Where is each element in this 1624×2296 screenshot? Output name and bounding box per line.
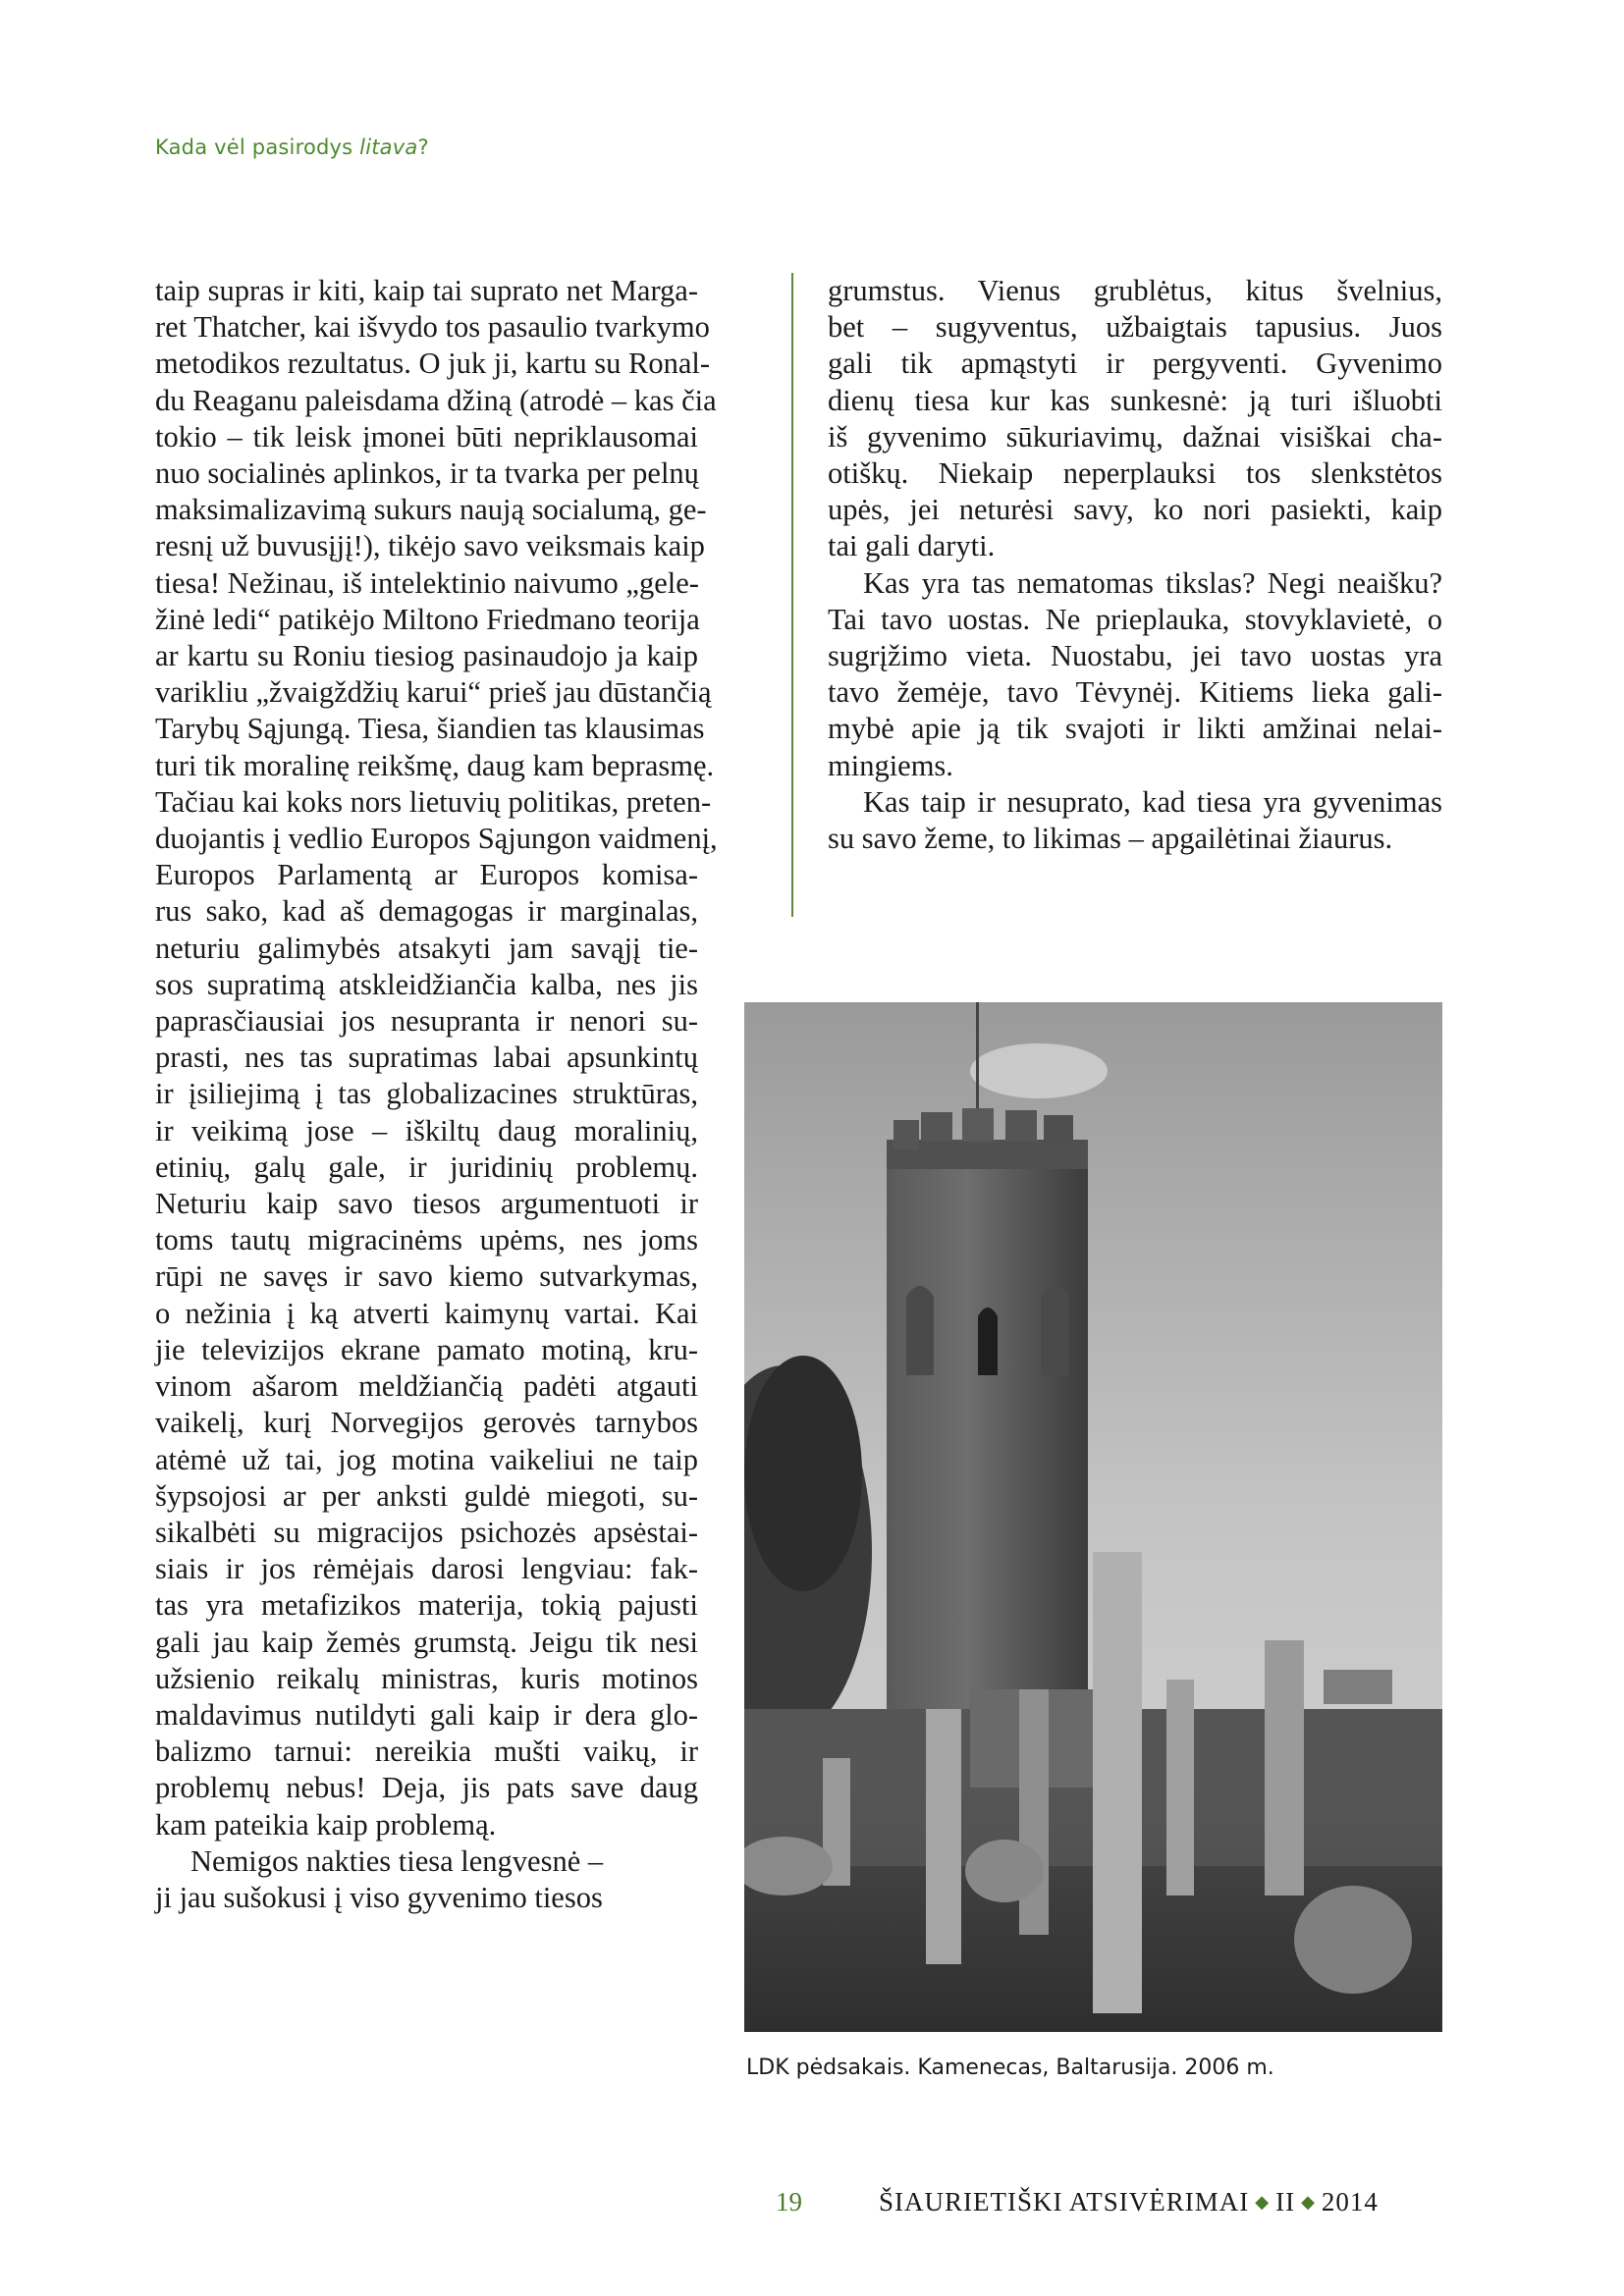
diamond-separator-icon: ◆ bbox=[1255, 2192, 1271, 2212]
text-line: kam pateikia kaip problemą. bbox=[155, 1807, 497, 1842]
text-line: vinom ašarom meldžiančią padėti atgauti bbox=[155, 1369, 698, 1404]
text-line: bet – sugyventus, užbaigtais tapusius. Juos bbox=[828, 310, 1442, 345]
text-line: maldavimus nutildyti gali kaip ir dera glo- bbox=[155, 1697, 698, 1732]
text-line: dienų tiesa kur kas sunkesnė: ją turi išluobti bbox=[828, 383, 1442, 417]
text-line: problemų nebus! Deja, jis pats save daug bbox=[155, 1771, 698, 1805]
text-line: vaikelį, kurį Norvegijos gerovės tarnybos bbox=[155, 1406, 698, 1440]
text-line: toms tautų migracinėms upėms, nes joms bbox=[155, 1223, 698, 1257]
text-line: metodikos rezultatus. O juk ji, kartu su Ronal- bbox=[155, 347, 711, 381]
text-line: tiesa! Nežinau, iš intelektinio naivumo „gele- bbox=[155, 565, 699, 600]
text-line: Neturiu kaip savo tiesos argumentuoti ir bbox=[155, 1187, 698, 1221]
text-line: mingiems. bbox=[828, 748, 953, 782]
text-line: mybė apie ją tik svajoti ir likti amžinai nelai- bbox=[828, 712, 1442, 746]
text-line: o nežinia į ką atverti kaimynų vartai. Kai bbox=[155, 1296, 698, 1330]
tower-photo-illustration bbox=[744, 1002, 1442, 2032]
right-column bbox=[828, 273, 1442, 857]
text-line: siais ir jos rėmėjais darosi lengviau: fak- bbox=[155, 1552, 698, 1586]
diamond-separator-icon: ◆ bbox=[1301, 2192, 1316, 2212]
running-head-italic: litava bbox=[359, 135, 418, 159]
text-line: sos supratimą atskleidžiančia kalba, nes jis bbox=[155, 967, 698, 1001]
text-line: otiškų. Niekaip neperplauksi tos slenkstėtos bbox=[828, 456, 1442, 491]
left-column bbox=[155, 273, 718, 1916]
text-line: paprasčiausiai jos nesupranta ir nenori su- bbox=[155, 1004, 698, 1039]
running-head-prefix: Kada vėl pasirodys bbox=[155, 135, 360, 159]
text-line: upės, jei neturėsi savy, ko nori pasiekti, kaip bbox=[828, 493, 1442, 527]
text-line: atėmė už tai, jog motina vaikeliui ne taip bbox=[155, 1442, 698, 1476]
journal-issue: II bbox=[1275, 2187, 1296, 2216]
text-line: tas yra metafizikos materija, tokią pajusti bbox=[155, 1588, 698, 1623]
text-line: rus sako, kad aš demagogas ir marginalas, bbox=[155, 894, 698, 929]
text-line: tavo žemėje, tavo Tėvynėj. Kitiems lieka gali- bbox=[828, 675, 1442, 710]
text-line: resnį už buvusįjį!), tikėjo savo veiksmais kaip bbox=[155, 529, 705, 563]
journal-name: ŠIAURIETIŠKI ATSIVĖRIMAI bbox=[879, 2187, 1250, 2216]
text-line: Kas taip ir nesuprato, kad tiesa yra gyvenimas bbox=[863, 784, 1442, 819]
text-line: gali jau kaip žemės grumstą. Jeigu tik nesi bbox=[155, 1625, 698, 1659]
text-line: maksimalizavimą sukurs naują socialumą, ge- bbox=[155, 493, 707, 527]
text-line: ir veikimą jose – iškiltų daug moralinių, bbox=[155, 1113, 698, 1148]
text-line: žinė ledi“ patikėjo Miltono Friedmano teorija bbox=[155, 602, 700, 636]
text-line: Tačiau kai koks nors lietuvių politikas, preten- bbox=[155, 784, 712, 819]
text-line: su savo žeme, to likimas – apgailėtinai žiaurus. bbox=[828, 822, 1393, 856]
text-line: varikliu „žvaigždžių karui“ prieš jau dūstančią bbox=[155, 675, 712, 710]
journal-footer bbox=[879, 2187, 1379, 2217]
text-line: iš gyvenimo sūkuriavimų, dažnai visiškai cha- bbox=[828, 419, 1442, 454]
text-line: sugrįžimo vieta. Nuostabu, jei tavo uostas yra bbox=[828, 639, 1442, 673]
text-line: duojantis į vedlio Europos Sąjungon vaidmenį, bbox=[155, 822, 718, 856]
text-line: Tai tavo uostas. Ne prieplauka, stovyklavietė, o bbox=[828, 602, 1442, 636]
text-line: sikalbėti su migracijos psichozės apsėstai- bbox=[155, 1515, 698, 1549]
text-line: du Reaganu paleisdama džiną (atrodė – kas čia bbox=[155, 383, 717, 417]
journal-year: 2014 bbox=[1321, 2187, 1379, 2216]
text-line: taip supras ir kiti, kaip tai suprato net Marga- bbox=[155, 274, 698, 307]
text-line: jie televizijos ekrane pamato motiną, kru- bbox=[155, 1332, 698, 1366]
text-line: turi tik moralinę reikšmę, daug kam beprasmę. bbox=[155, 748, 715, 782]
text-line: Europos Parlamentą ar Europos komisa- bbox=[155, 858, 698, 892]
text-line: ret Thatcher, kai išvydo tos pasaulio tvarkymo bbox=[155, 310, 710, 345]
text-line: rūpi ne savęs ir savo kiemo sutvarkymas, bbox=[155, 1259, 698, 1294]
text-line: nuo socialinės aplinkos, ir ta tvarka per pelnų bbox=[155, 456, 699, 491]
running-head bbox=[155, 135, 429, 159]
running-head-suffix: ? bbox=[417, 135, 429, 159]
text-line: Kas yra tas nematomas tikslas? Negi neaišku? bbox=[863, 565, 1442, 600]
text-line: ir įsiliejimą į tas globalizacines struktūras, bbox=[155, 1077, 698, 1111]
text-line: etinių, galų gale, ir juridinių problemų. bbox=[155, 1149, 698, 1184]
text-line: grumstus. Vienus grublėtus, kitus švelnius, bbox=[828, 274, 1442, 307]
column-divider bbox=[791, 273, 793, 917]
text-line: šypsojosi ar per anksti guldė miegoti, su- bbox=[155, 1478, 698, 1513]
text-line: Nemigos nakties tiesa lengvesnė – bbox=[190, 1843, 604, 1878]
photo-caption: LDK pėdsakais. Kamenecas, Baltarusija. 2006 m. bbox=[746, 2056, 1274, 2080]
text-line: ar kartu su Roniu tiesiog pasinaudojo ja kaip bbox=[155, 639, 698, 673]
text-line: tokio – tik leisk įmonei būti nepriklausomai bbox=[155, 419, 698, 454]
text-line: prasti, nes tas supratimas labai apsunkintų bbox=[155, 1041, 698, 1075]
tower-photo bbox=[744, 1002, 1442, 2032]
text-line: ji jau sušokusi į viso gyvenimo tiesos bbox=[155, 1880, 603, 1914]
page-number: 19 bbox=[776, 2187, 802, 2216]
text-line: užsienio reikalų ministras, kuris motinos bbox=[155, 1661, 698, 1695]
text-line: gali tik apmąstyti ir pergyventi. Gyvenimo bbox=[828, 347, 1442, 381]
text-line: balizmo tarnui: nereikia mušti vaikų, ir bbox=[155, 1735, 698, 1769]
text-line: tai gali daryti. bbox=[828, 529, 996, 563]
text-line: neturiu galimybės atsakyti jam savąjį tie- bbox=[155, 931, 698, 965]
text-line: Tarybų Sąjungą. Tiesa, šiandien tas klausimas bbox=[155, 712, 705, 746]
